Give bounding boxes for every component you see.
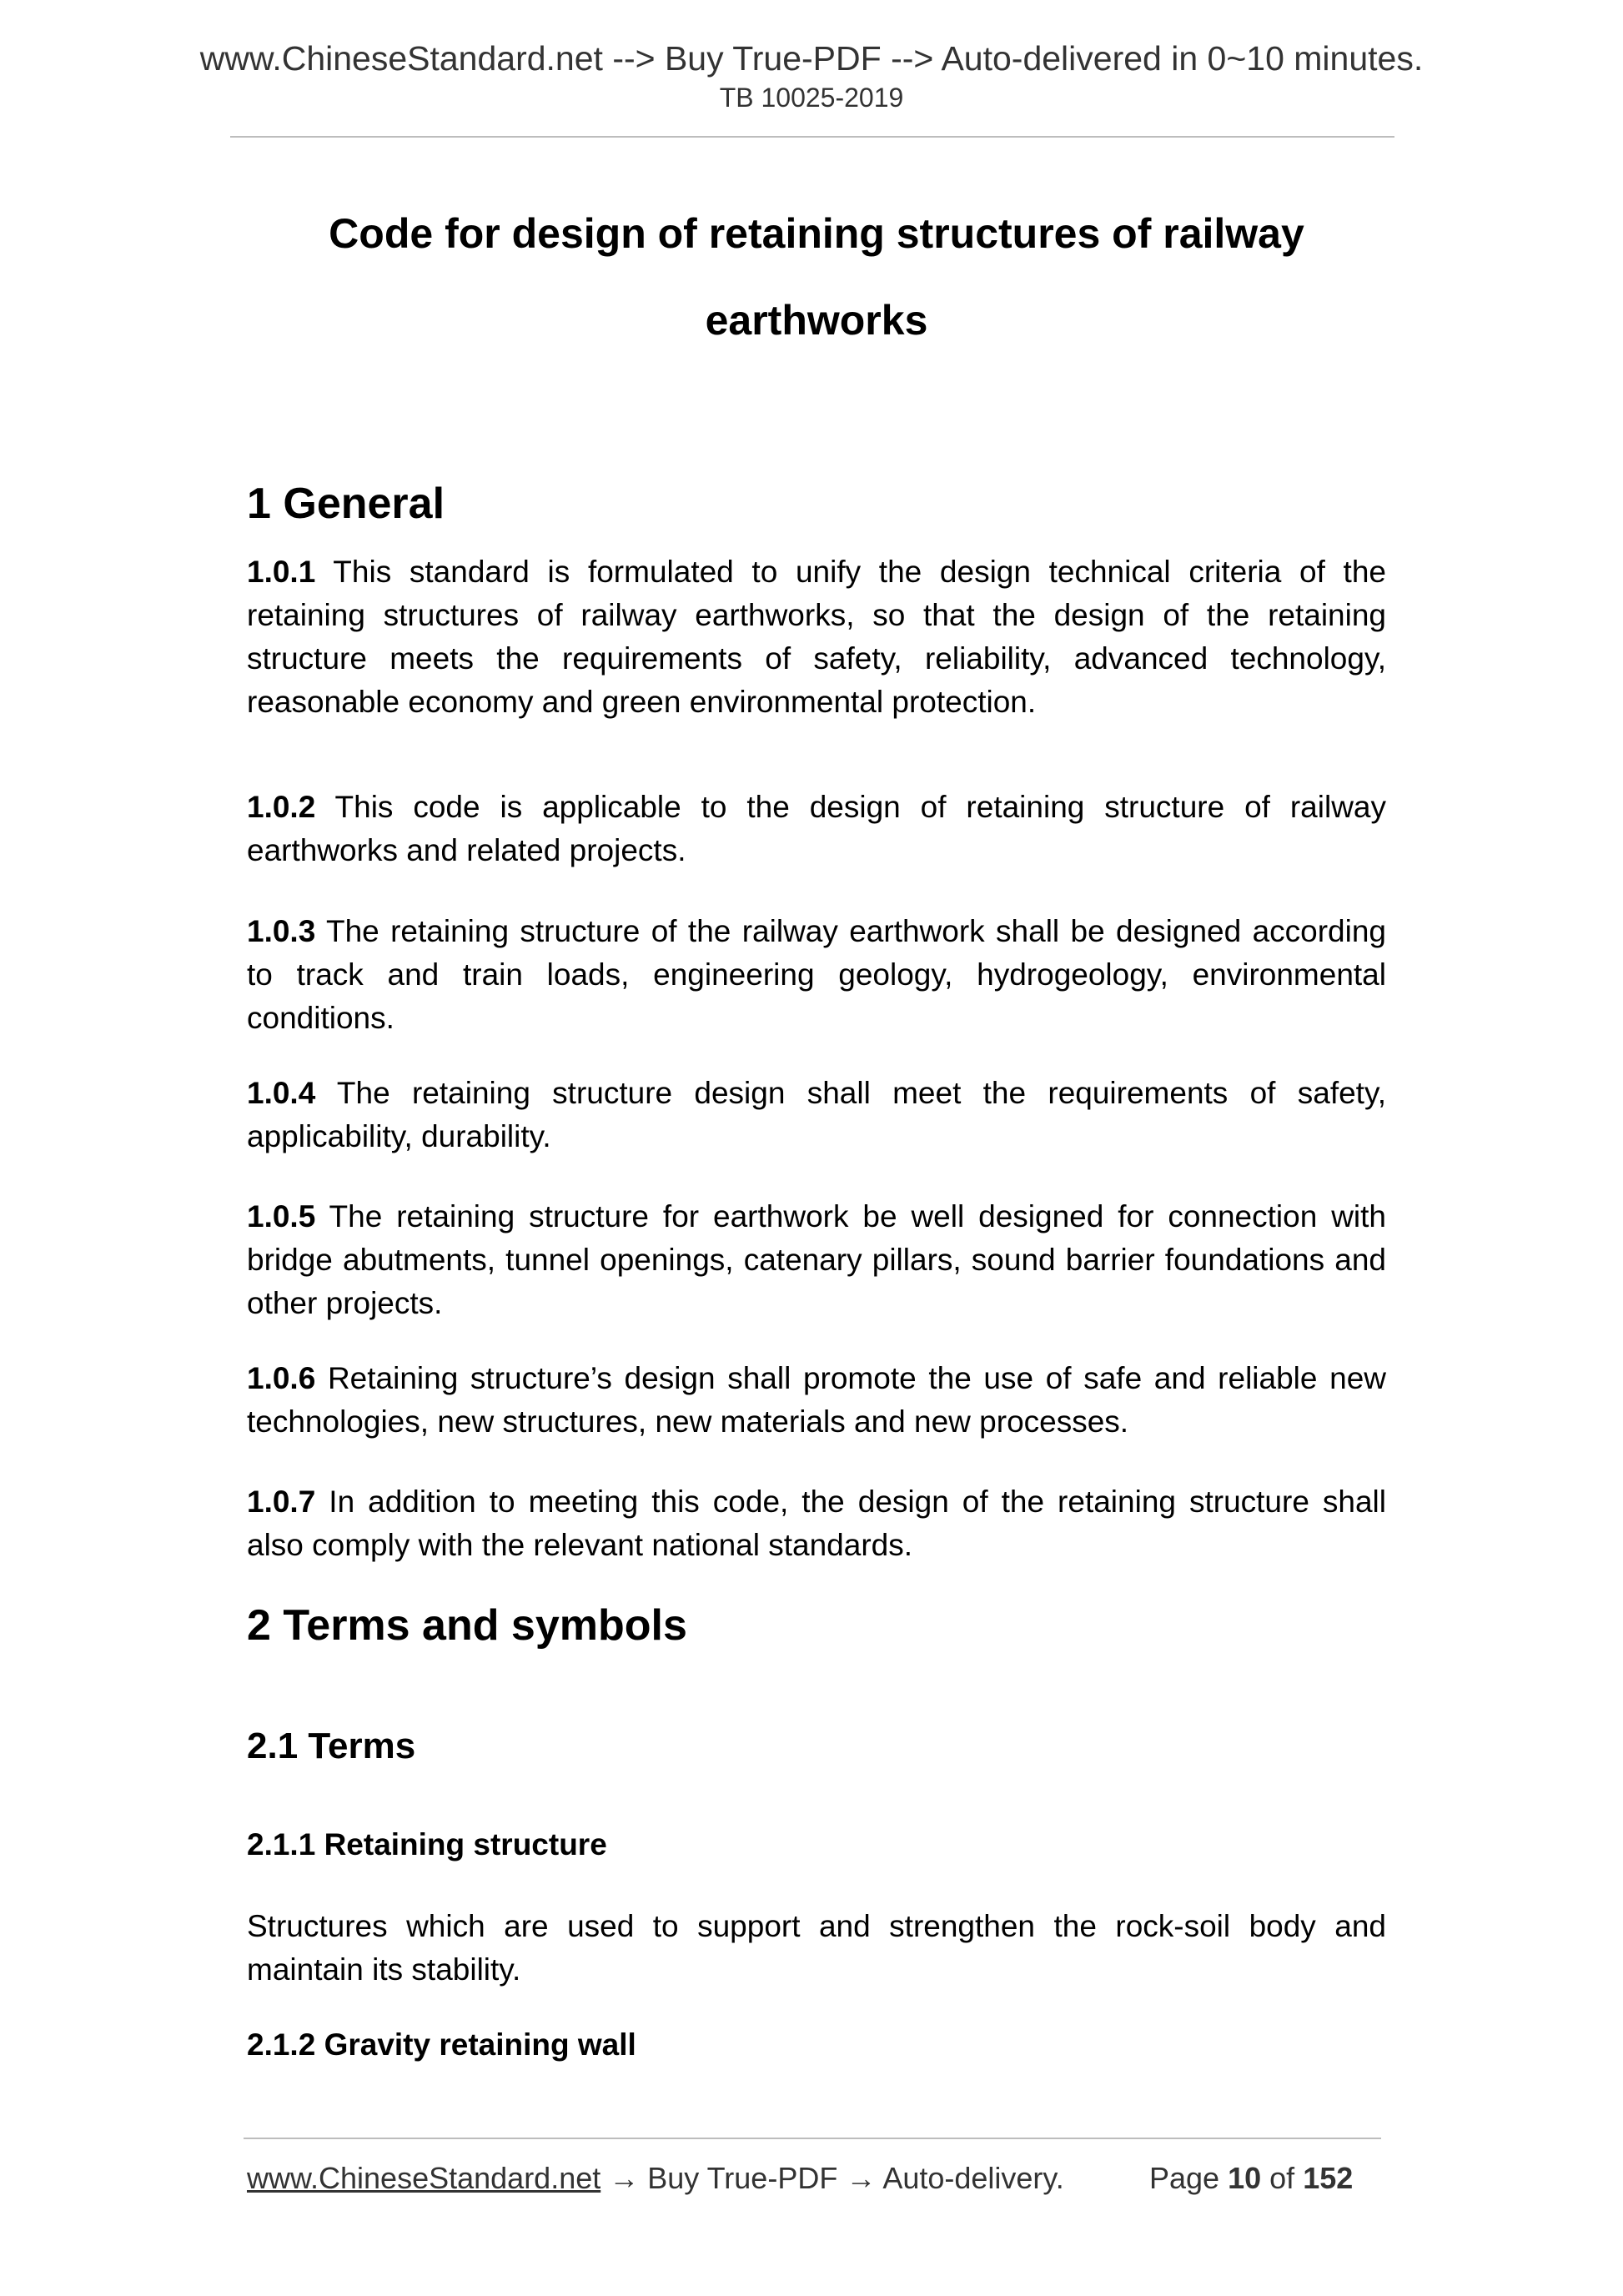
subsection-heading-terms: 2.1 Terms [247,1726,416,1766]
clause-1-0-5 [247,1195,1386,1325]
footer-promo-text: → Buy True-PDF → Auto-delivery. [600,2161,1064,2195]
clause-text: This standard is formulated to unify the design technical criteria of the retaining structures of railway earthworks, so that the design of the retaining structure meets the requirements of safety, reliability, advanced technology, reasonable economy and green environmental protection. [247,555,1386,719]
clause-1-0-3 [247,910,1386,1040]
term-heading-gravity-retaining-wall: 2.1.2 Gravity retaining wall [247,2027,636,2062]
total-pages: 152 [1303,2161,1354,2195]
clause-number: 1.0.4 [247,1076,316,1110]
clause-text: This code is applicable to the design of retaining structure of railway earthworks and related projects. [247,790,1386,867]
section-heading-general: 1 General [247,480,445,528]
term-heading-retaining-structure: 2.1.1 Retaining structure [247,1827,607,1861]
clause-number: 1.0.3 [247,914,316,948]
clause-text: In addition to meeting this code, the design of the retaining structure shall also comply with the relevant national standards. [247,1485,1386,1562]
clause-1-0-1 [247,550,1386,724]
clause-1-0-2 [247,786,1386,872]
document-title-line-2: earthworks [705,297,928,344]
clause-number: 1.0.5 [247,1199,316,1233]
clause-number: 1.0.1 [247,555,316,589]
document-code: TB 10025-2019 [719,83,904,113]
page-label: Page [1149,2161,1220,2195]
clause-number: 1.0.7 [247,1485,316,1519]
header-divider [230,136,1394,138]
document-title-line-1: Code for design of retaining structures of railway [329,210,1304,257]
footer-divider [244,2138,1381,2139]
clause-number: 1.0.2 [247,790,316,824]
clause-text: The retaining structure design shall meet the requirements of safety, applicability, durability. [247,1076,1386,1153]
site-banner: www.ChineseStandard.net --> Buy True-PDF --> Auto-delivered in 0~10 minutes. [199,39,1424,78]
page-number: 10 [1228,2161,1262,2195]
section-heading-terms-and-symbols: 2 Terms and symbols [247,1601,687,1650]
clause-1-0-6 [247,1357,1386,1444]
clause-text: Retaining structure’s design shall promote the use of safe and reliable new technologies, new structures, new materials and new processes. [247,1361,1386,1439]
footer-promo [247,2160,1064,2196]
term-definition-retaining-structure: Structures which are used to support and strengthen the rock-soil body and maintain its stability. [247,1909,1386,1987]
clause-1-0-7 [247,1480,1386,1567]
document-title [247,190,1386,364]
footer-site-link[interactable]: www.ChineseStandard.net [247,2161,601,2195]
clause-number: 1.0.6 [247,1361,316,1395]
of-label: of [1269,2161,1295,2195]
clause-text: The retaining structure of the railway earthwork shall be designed according to track and train loads, engineering geology, hydrogeology, environmental conditions. [247,914,1386,1035]
page-indicator [1149,2160,1353,2196]
clause-1-0-4 [247,1072,1386,1158]
clause-text: The retaining structure for earthwork be well designed for connection with bridge abutments, tunnel openings, catenary pillars, sound barrier foundations and other projects. [247,1199,1386,1320]
